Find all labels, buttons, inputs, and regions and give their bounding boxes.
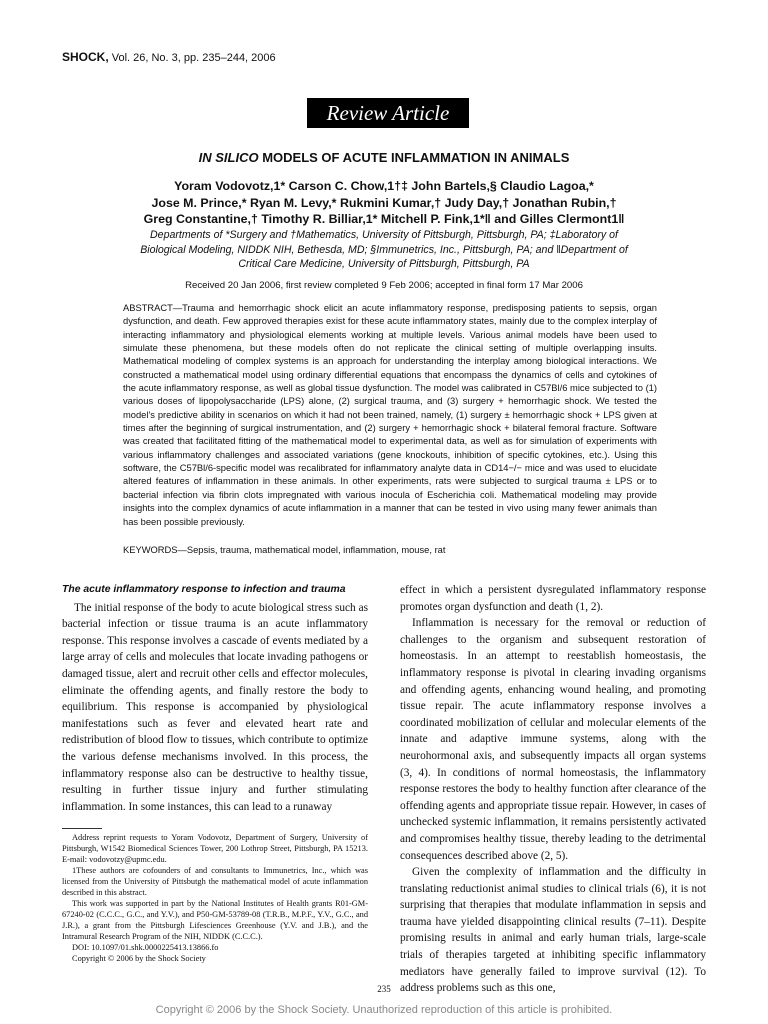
footnotes [62,828,368,964]
footnote-doi: DOI: 10.1097/01.shk.0000225413.13866.fo [72,943,219,952]
footnote-copyright: Copyright © 2006 by the Shock Society [72,954,206,963]
abstract: ABSTRACT—Trauma and hemorrhagic shock elicit an acute inflammatory response, predisposing patients to sepsis, organ dysfunction, and death. Few approved therapies exist for these acute inflammatory states, mainly due to the complex interplay of interacting inflammatory and physiological elements working at multiple levels. Various animal models have been used to simulate these phenomena, but these models often do not replicate the clinical setting of multiple overlapping insults. Mathematical modeling of complex systems is an approach for understanding the interplay among biological interactions. We constructed a mathematical model using ordinary differential equations that encompass the dynamics of cells and cytokines of the acute inflammatory response, as well as global tissue dysfunction. The model was calibrated in C57Bl/6 mice subjected to (1) various doses of lipopolysaccharide (LPS) alone, (2) surgical trauma, and (3) surgery + hemorrhagic shock. We tested the model's predictive ability in scenarios on which it had not been trained, namely, (1) surgery ± hemorrhagic shock + LPS given at times after the beginning of surgical instrumentation, and (2) surgery + hemorrhagic shock + bilateral femoral fracture. Software was created that facilitated fitting of the mathematical model to experimental data, as well as for simulation of experiments with various inflammatory challenges and associated variations (gene knockouts, inhibition of specific cytokines, etc.). Using this software, the C57Bl/6-specific model was recalibrated for inflammatory analyte data in CD14−/− mice and was used to elucidate altered features of inflammation in these animals. In other experiments, rats were subjected to surgical trauma ± LPS or to bacterial infection via fibrin clots impregnated with various inocula of Escherichia coli. Mathematical modeling may provide insights into the complex dynamics of acute inflammation in a manner that can be tested in vivo using many fewer animals than has been possible previously. [123,303,657,527]
body-paragraph: The initial response of the body to acute biological stress such as bacterial infection or tissue trauma is an acute inflammatory response. This response involves a cascade of events mediated by a large array of cells and molecules that locate invading pathogens or damaged tissue, alert and recruit other cells and effector molecules, eliminate the offending agents, and finally restore the body to equilibrium. This response is accompanied by physiological manifestations such as fever and elevated heart rate and redistribution of blood flow to tissues, which contribute to optimize the various defense mechanisms involved. In this process, the inflammatory response also can be destructive to healthy tissue, resulting in further tissue injury and further stimulating inflammation. In some instances, this can lead to a runaway [62,601,368,813]
affiliation-line: Departments of *Surgery and †Mathematics, University of Pittsburgh, Pittsburgh, PA; ‡Laboratory of [150,229,618,241]
author-line: Yoram Vodovotz,1* Carson C. Chow,1†‡ John Bartels,§ Claudio Lagoa,* [174,179,594,193]
footnote-cofounders: 1These authors are cofounders of and consultants to Immunetrics, Inc., which was licensed from the University of Pittsbutgh the mathematical model of acute inflammation described in this abstract. [62,866,368,897]
title-italic-part: IN SILICO [198,150,259,165]
page-number: 235 [377,984,391,994]
volume-issue-pages: Vol. 26, No. 3, pp. 235–244, 2006 [111,52,276,64]
author-line: Jose M. Prince,* Ryan M. Levy,* Rukmini Kumar,† Judy Day,† Jonathan Rubin,† [151,195,617,210]
article-title [0,150,768,165]
author-line: Greg Constantine,† Timothy R. Billiar,1* Mitchell P. Fink,1*‖ and Gilles Clermont1‖ [143,212,625,226]
affiliation-line: Biological Modeling, NIDDK NIH, Bethesda, MD; §Immunetrics, Inc., Pittsburgh, PA; and ‖Department of [140,243,628,256]
author-list [100,178,668,228]
journal-citation [62,50,276,64]
footnote-rule [62,828,102,829]
left-column [62,582,368,815]
keywords: KEYWORDS—Sepsis, trauma, mathematical model, inflammation, mouse, rat [123,545,446,555]
body-paragraph: effect in which a persistent dysregulated inflammatory response promotes organ dysfunction and death (1, 2). [400,584,706,613]
affiliation-line: Critical Care Medicine, University of Pittsburgh, Pittsburgh, PA [238,258,530,270]
body-paragraph: Inflammation is necessary for the removal or reduction of challenges to the organism and subsequent restoration of homeostasis. In an attempt to reestablish homeostasis, the inflammatory response is pivotal in clearing invading organisms and offending agents, enhancing wound healing, and promoting tissue repair. The acute inflammatory response involves a coordinated mobilization of cellular and molecular elements of the innate and adaptive immune systems, along with the neurohormonal axis, and subsequently impacts all organ systems (3, 4). In conditions of normal homeostasis, the inflammatory response restores the body to healthy function after clearance of the offending agents and appropriate tissue repair. However, in cases of unchecked systemic inflammation, it remains persistently activated and compromises healthy tissue, thereby leading to the detrimental consequences described above (2, 5). [400,617,706,862]
right-column [400,582,706,997]
copyright-notice: Copyright © 2006 by the Shock Society. Unauthorized reproduction of this article is prohibited. [155,1004,613,1016]
footnote-funding: This work was supported in part by the National Institutes of Health grants R01-GM-67240-02 (C.C.C., G.C., and Y.V.), and P50-GM-53789-08 (T.R.B., M.P.F., Y.V., G.C., and J.R.), a grant from the Pittsburgh Lifesciences Greenhouse (Y.V. and J.B.), and the Intramural Research Program of the NIH, NIDDK (C.C.C.). [62,899,368,941]
article-type-banner: Review Article [307,98,469,128]
footnote-reprint: Address reprint requests to Yoram Vodovotz, Department of Surgery, University of Pittsburgh, W1542 Biomedical Sciences Tower, 200 Lothrop Street, Pittsburgh, PA 15213. E-mail: vodovotzy@upmc.edu. [62,833,368,864]
body-paragraph: Given the complexity of inflammation and the difficulty in translating reductionist animal studies to clinical trials (6), it is not surprising that therapies that modulate inflammation in sepsis and trauma have yielded disappointing clinical results (7–11). Despite promising results in animal and early human trials, large-scale trials of therapies targeted at inhibiting specific inflammatory mediators have generally failed to improve survival (12). To address problems such as this one, [400,866,706,995]
journal-name: SHOCK, [62,50,109,64]
section-heading: The acute inflammatory response to infection and trauma [62,584,346,595]
title-main-part: MODELS OF ACUTE INFLAMMATION IN ANIMALS [262,150,570,165]
received-dates: Received 20 Jan 2006, first review completed 9 Feb 2006; accepted in final form 17 Mar 2006 [185,280,583,291]
affiliations [100,228,668,272]
